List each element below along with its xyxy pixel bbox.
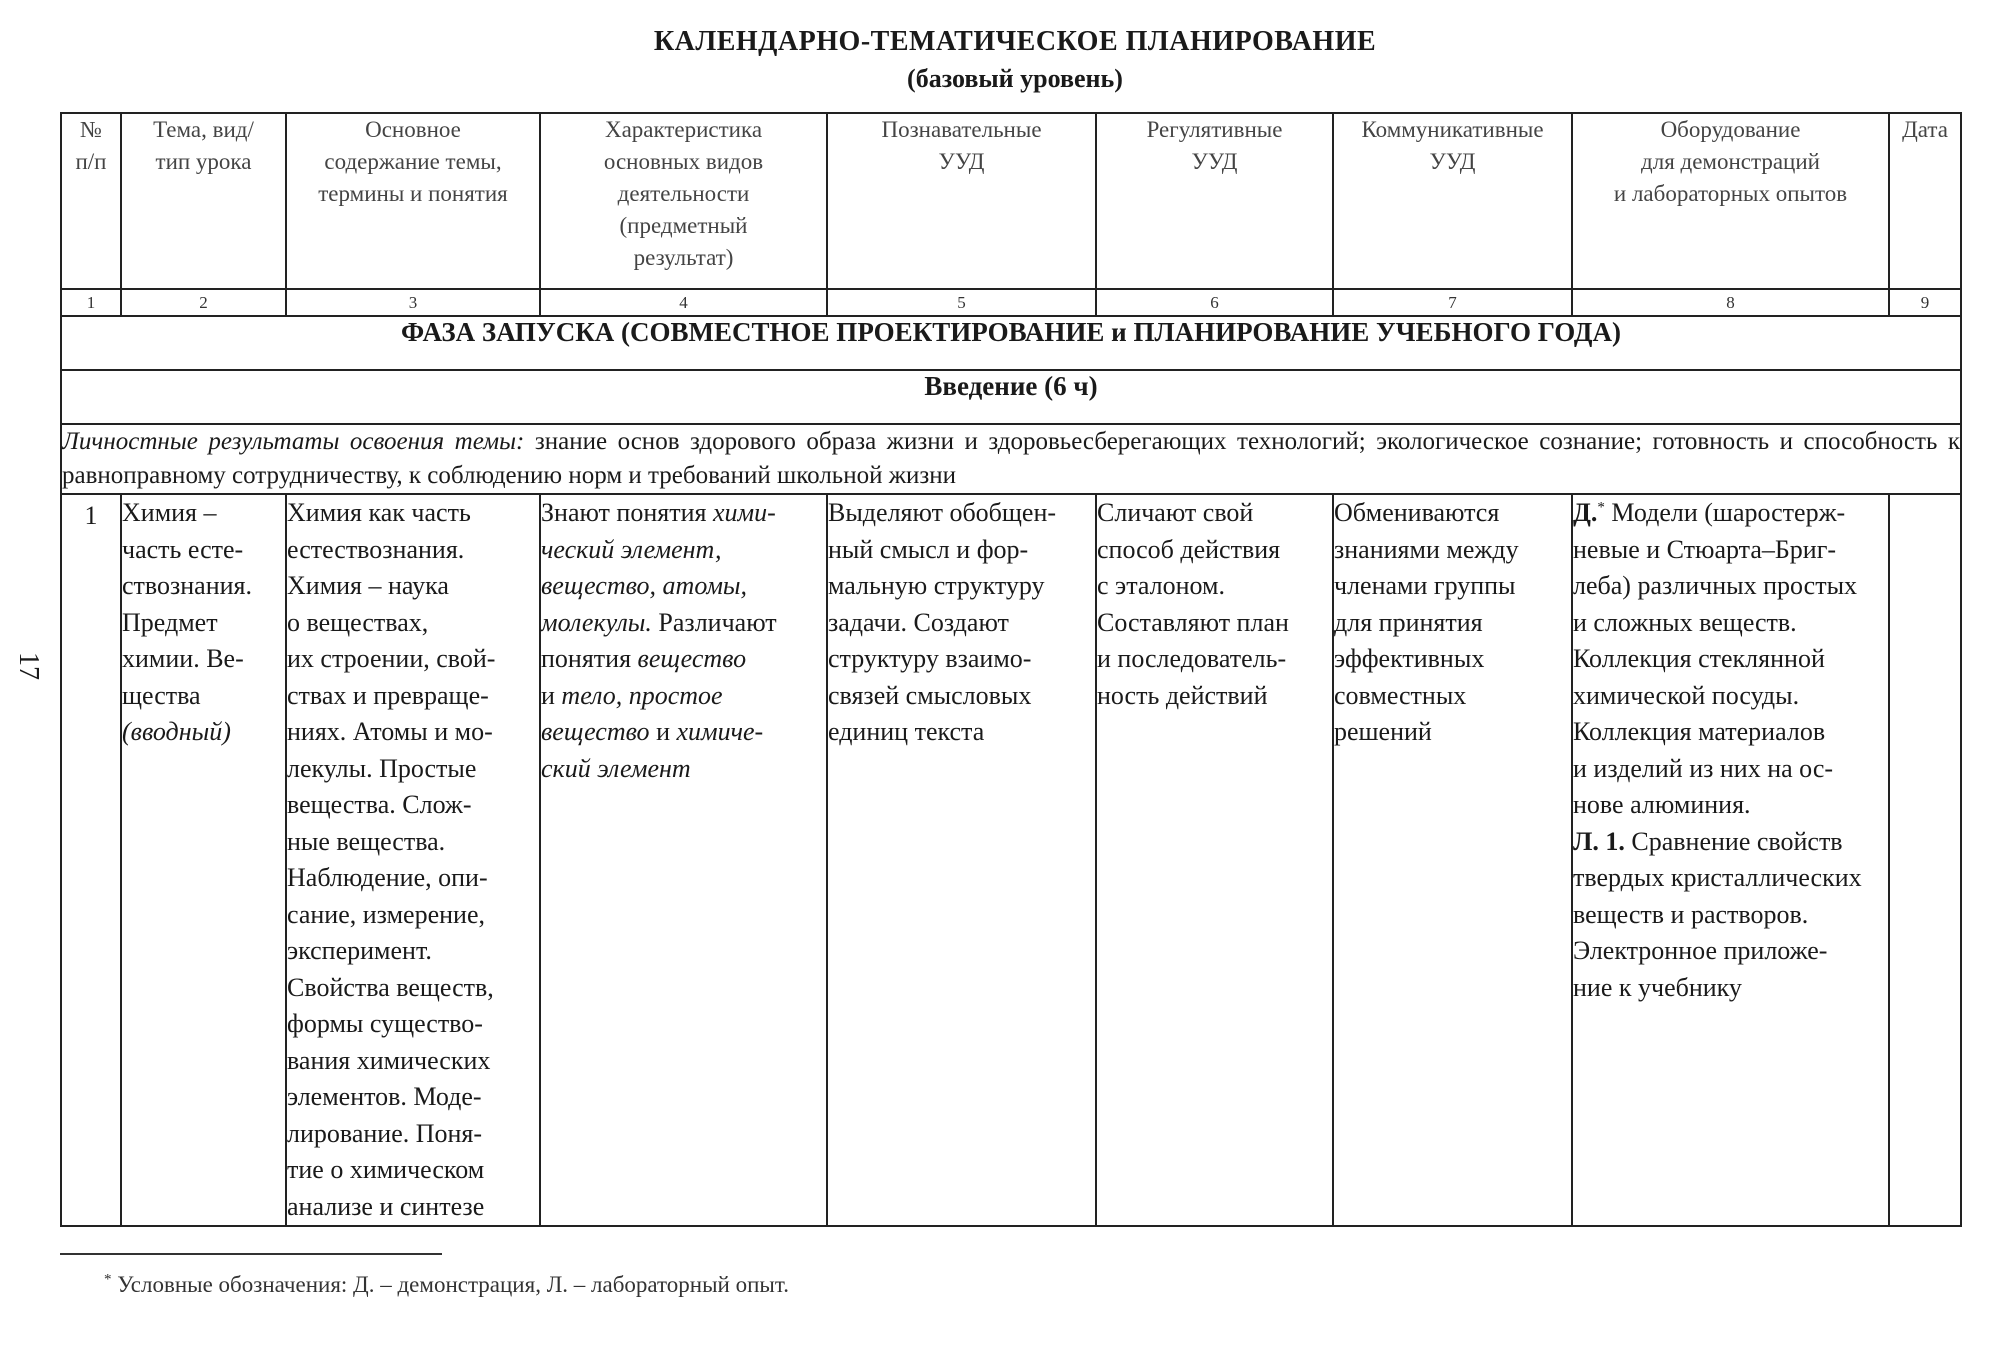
text-line: вания химических (287, 1045, 491, 1075)
header-label-line: Познавательные (881, 117, 1042, 142)
text-line: решений (1334, 717, 1432, 746)
text-line: ние к учебнику (1573, 972, 1742, 1002)
demo-lines (1573, 498, 1857, 819)
text-line: для принятия (1334, 607, 1483, 637)
text-line: сание, измерение, (287, 899, 485, 929)
header-label-line: для демонстраций (1641, 149, 1820, 174)
activity-line: вещество, атомы, (541, 571, 748, 600)
header-cell-cognitive (827, 113, 1096, 289)
text-line: способ действия (1097, 534, 1281, 564)
header-row (61, 113, 1961, 289)
text-line: ный смысл и фор- (828, 534, 1029, 564)
header-cell-regulatory (1096, 113, 1333, 289)
equipment-demo (1573, 495, 1888, 824)
text-line: и изделий из них на ос- (1573, 753, 1834, 783)
text-line: Химия – наука (287, 571, 449, 600)
footnote (104, 1272, 789, 1298)
header-label-line: Оборудование (1660, 117, 1801, 142)
text-line: Сличают свой (1097, 498, 1254, 527)
text-line: и сложных веществ. (1573, 607, 1797, 637)
text-line: Предмет (122, 607, 218, 637)
header-cell-activity (540, 113, 827, 289)
text-line: и последователь- (1097, 644, 1287, 673)
page-title: КАЛЕНДАРНО-ТЕМАТИЧЕСКОЕ ПЛАНИРОВАНИЕ (653, 26, 1377, 57)
text-line: знаниями между (1334, 534, 1519, 564)
column-number: 7 (1333, 289, 1572, 316)
header-label-line: Основное (365, 117, 461, 142)
text-line: с эталоном. (1097, 571, 1225, 600)
lesson-date (1889, 494, 1961, 1226)
lesson-cognitive-uud (827, 494, 1096, 1226)
header-label-line: и лабораторных опытов (1613, 181, 1848, 206)
text-line: Химия как часть (287, 498, 471, 527)
text-line: лирование. Поня- (287, 1118, 483, 1148)
activity-line: молекулы. Различают (541, 607, 777, 637)
text-line: Наблюдение, опи- (287, 863, 488, 892)
column-number: 4 (540, 289, 827, 316)
text-line: Модели (шаростерж- (1604, 498, 1846, 527)
header-cell-date (1889, 113, 1961, 289)
lesson-type: (вводный) (122, 717, 231, 746)
column-number: 1 (61, 289, 121, 316)
lesson-topic (121, 494, 286, 1226)
activity-line: ский элемент (541, 753, 691, 783)
header-label-line: п/п (75, 149, 107, 174)
text-line: единиц текста (828, 717, 985, 746)
text-line: ствознания. (122, 571, 253, 600)
personal-results-label: Личностные результаты освоения темы: (62, 428, 525, 455)
text-line: Составляют план (1097, 607, 1289, 637)
section-row (61, 370, 1961, 424)
text-line: Коллекция стеклянной (1573, 644, 1825, 673)
header-label-line: № (80, 117, 102, 142)
footnote-mark: * (104, 1271, 112, 1288)
section-title: Введение (6 ч) (61, 370, 1961, 424)
header-cell-communicative (1333, 113, 1572, 289)
header-label-line: Регулятивные (1146, 117, 1283, 142)
header-label-line: тип урока (155, 149, 252, 174)
lesson-content (286, 494, 540, 1226)
activity-line: ческий элемент, (541, 534, 722, 564)
text-line: Коллекция материалов (1573, 717, 1826, 746)
header-cell-num (61, 113, 121, 289)
text-line: ниях. Атомы и мо- (287, 717, 493, 746)
phase-row (61, 316, 1961, 370)
text-line: связей смысловых (828, 680, 1032, 710)
column-number: 5 (827, 289, 1096, 316)
personal-results-row (61, 424, 1961, 494)
text-line: членами группы (1334, 571, 1516, 600)
text-line: структуру взаимо- (828, 644, 1032, 673)
lesson-regulatory-uud (1096, 494, 1333, 1226)
header-cell-equipment (1572, 113, 1889, 289)
text-line: анализе и синтезе (287, 1191, 485, 1221)
text-line: нове алюминия. (1573, 790, 1751, 819)
text-line: твердых кристаллических (1573, 863, 1862, 892)
equipment-lab (1573, 824, 1888, 1007)
header-label-line: (предметный (619, 213, 748, 238)
demo-tag: Д. (1573, 498, 1598, 527)
demo-footnote-mark: * (1597, 499, 1605, 516)
lesson-activity (540, 494, 827, 1226)
text-line: Свойства веществ, (287, 972, 494, 1002)
activity-line: и тело, простое (541, 680, 723, 710)
text-line: эксперимент. (287, 936, 432, 965)
header-cell-topic (121, 113, 286, 289)
text-line: эффективных (1334, 644, 1485, 673)
text-line: лекулы. Простые (287, 753, 477, 783)
lesson-number: 1 (61, 494, 121, 1226)
header-label-line: Дата (1902, 117, 1948, 142)
lesson-topic-lines (122, 495, 285, 714)
text-line: ность действий (1097, 680, 1268, 710)
lab-tag: Л. 1. (1573, 826, 1625, 856)
activity-line: понятия вещество (541, 644, 747, 673)
header-label-line: термины и понятия (318, 181, 508, 206)
header-label-line: результат) (633, 245, 734, 270)
phase-title: ФАЗА ЗАПУСКА (СОВМЕСТНОЕ ПРОЕКТИРОВАНИЕ и ПЛАНИРОВАНИЕ УЧЕБНОГО ГОДА) (61, 316, 1961, 370)
header-label-line: УУД (1191, 149, 1238, 174)
lesson-communicative-uud (1333, 494, 1572, 1226)
text-line: ные вещества. (287, 826, 446, 856)
footnote-text: Условные обозначения: Д. – демонстрация, Л. – лабораторный опыт. (117, 1272, 789, 1297)
header-label-line: УУД (938, 149, 985, 174)
header-label-line: Коммуникативные (1361, 117, 1544, 142)
text-line: леба) различных простых (1573, 571, 1858, 600)
text-line: Выделяют обобщен- (828, 498, 1057, 527)
text-line: задачи. Создают (828, 607, 1009, 637)
text-line: естествознания. (287, 534, 465, 564)
page-number: 17 (13, 652, 44, 680)
column-number-row (61, 289, 1961, 316)
text-line: Сравнение свойств (1624, 826, 1843, 856)
text-line: вещества. Слож- (287, 790, 472, 819)
header-label-line: деятельности (617, 181, 750, 206)
column-number: 9 (1889, 289, 1961, 316)
text-line: Химия – (122, 498, 217, 527)
header-label-line: содержание темы, (324, 149, 502, 174)
column-number: 3 (286, 289, 540, 316)
lesson-equipment (1572, 494, 1889, 1226)
personal-results-text: знание основ здорового образа жизни и здоровьесберегающих технологий; экологическое сознание; готовность и способность к равноправному сотрудничеству, к соблюдению норм и требований школьной жизни (62, 428, 1961, 489)
text-line: мальную структуру (828, 571, 1045, 600)
text-line: щества (122, 680, 201, 710)
text-line: тие о химическом (287, 1155, 485, 1184)
text-line: ствах и превраще- (287, 680, 489, 710)
column-number: 8 (1572, 289, 1889, 316)
text-line: совместных (1334, 680, 1467, 710)
text-line: Электронное приложе- (1573, 936, 1828, 965)
text-line: о веществах, (287, 607, 429, 637)
page-subtitle: (базовый уровень) (907, 64, 1123, 93)
activity-line: вещество и химиче- (541, 717, 764, 746)
header-label-line: УУД (1429, 149, 1476, 174)
personal-results (61, 424, 1961, 494)
header-cell-content (286, 113, 540, 289)
text-line: их строении, свой- (287, 644, 496, 673)
planning-table (60, 112, 1962, 1227)
table-row (61, 494, 1961, 1226)
header-label-line: основных видов (603, 149, 764, 174)
column-number: 6 (1096, 289, 1333, 316)
header-label-line: Тема, вид/ (153, 117, 254, 142)
text-line: элементов. Моде- (287, 1082, 482, 1111)
footnote-divider (60, 1253, 442, 1255)
column-number: 2 (121, 289, 286, 316)
activity-line: Знают понятия хими- (541, 498, 776, 527)
text-line: химической посуды. (1573, 680, 1800, 710)
text-line: часть есте- (122, 534, 244, 564)
text-line: Обмениваются (1334, 498, 1500, 527)
header-label-line: Характеристика (604, 117, 763, 142)
text-line: химии. Ве- (122, 644, 244, 673)
text-line: невые и Стюарта–Бриг- (1573, 534, 1837, 564)
text-line: формы существо- (287, 1009, 483, 1038)
text-line: веществ и растворов. (1573, 899, 1809, 929)
